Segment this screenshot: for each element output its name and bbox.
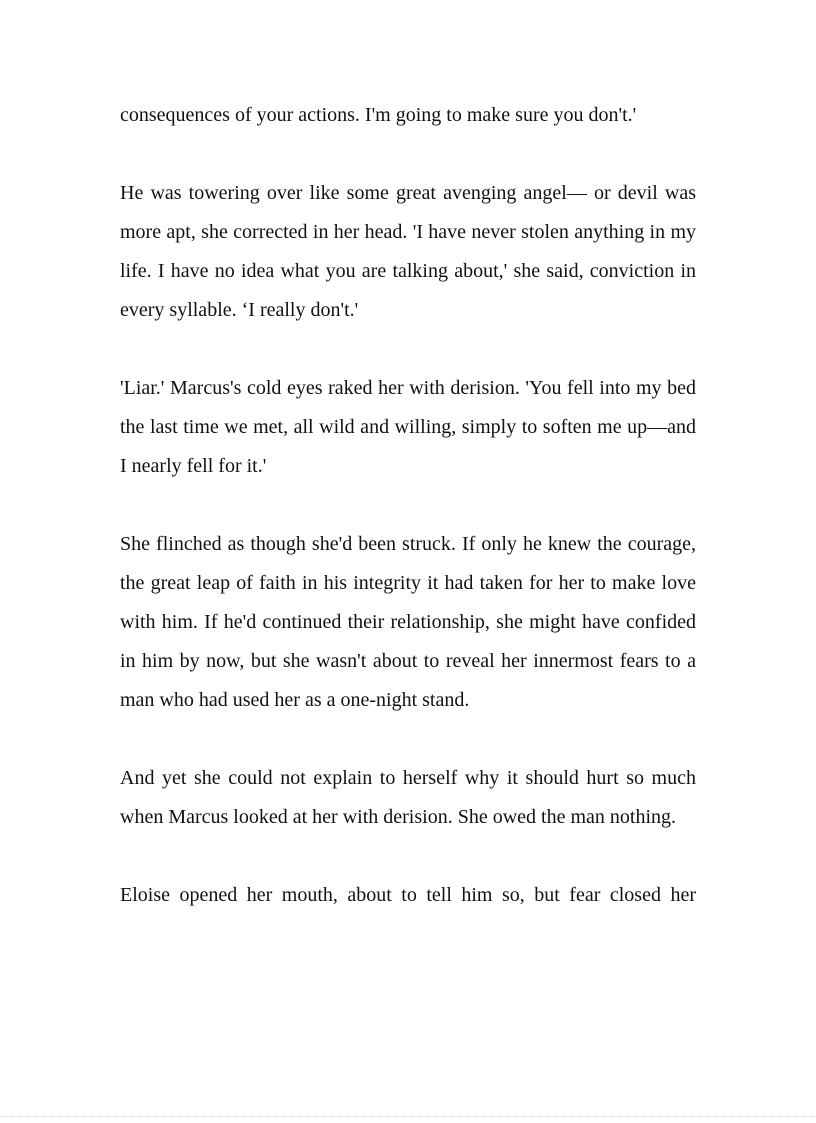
page-bottom-divider [0,1116,816,1117]
paragraph: She flinched as though she'd been struck. If only he knew the courage, the great leap of faith in his integrity it had taken for her to make love with him. If he'd continued their relationship, she might have confided in him by now, but she wasn't about to reveal her innermost fears to a man who had used her as a one-night stand. [120,533,696,711]
paragraph: consequences of your actions. I'm going to make sure you don't.' [120,104,637,126]
paragraph: And yet she could not explain to herself why it should hurt so much when Marcus looked at her with derision. She owed the man nothing. [120,767,696,828]
paragraph: 'Liar.' Marcus's cold eyes raked her with derision. 'You fell into my bed the last time we met, all wild and willing, simply to soften me up—and I nearly fell for it.' [120,377,696,477]
page-body [120,96,696,954]
paragraph: Eloise opened her mouth, about to tell him so, but fear closed her [120,884,696,906]
paragraph: He was towering over like some great avenging angel— or devil was more apt, she corrected in her head. 'I have never stolen anything in my life. I have no idea what you are talking about,' she said, conviction in every syllable. ‘I really don't.' [120,182,696,321]
